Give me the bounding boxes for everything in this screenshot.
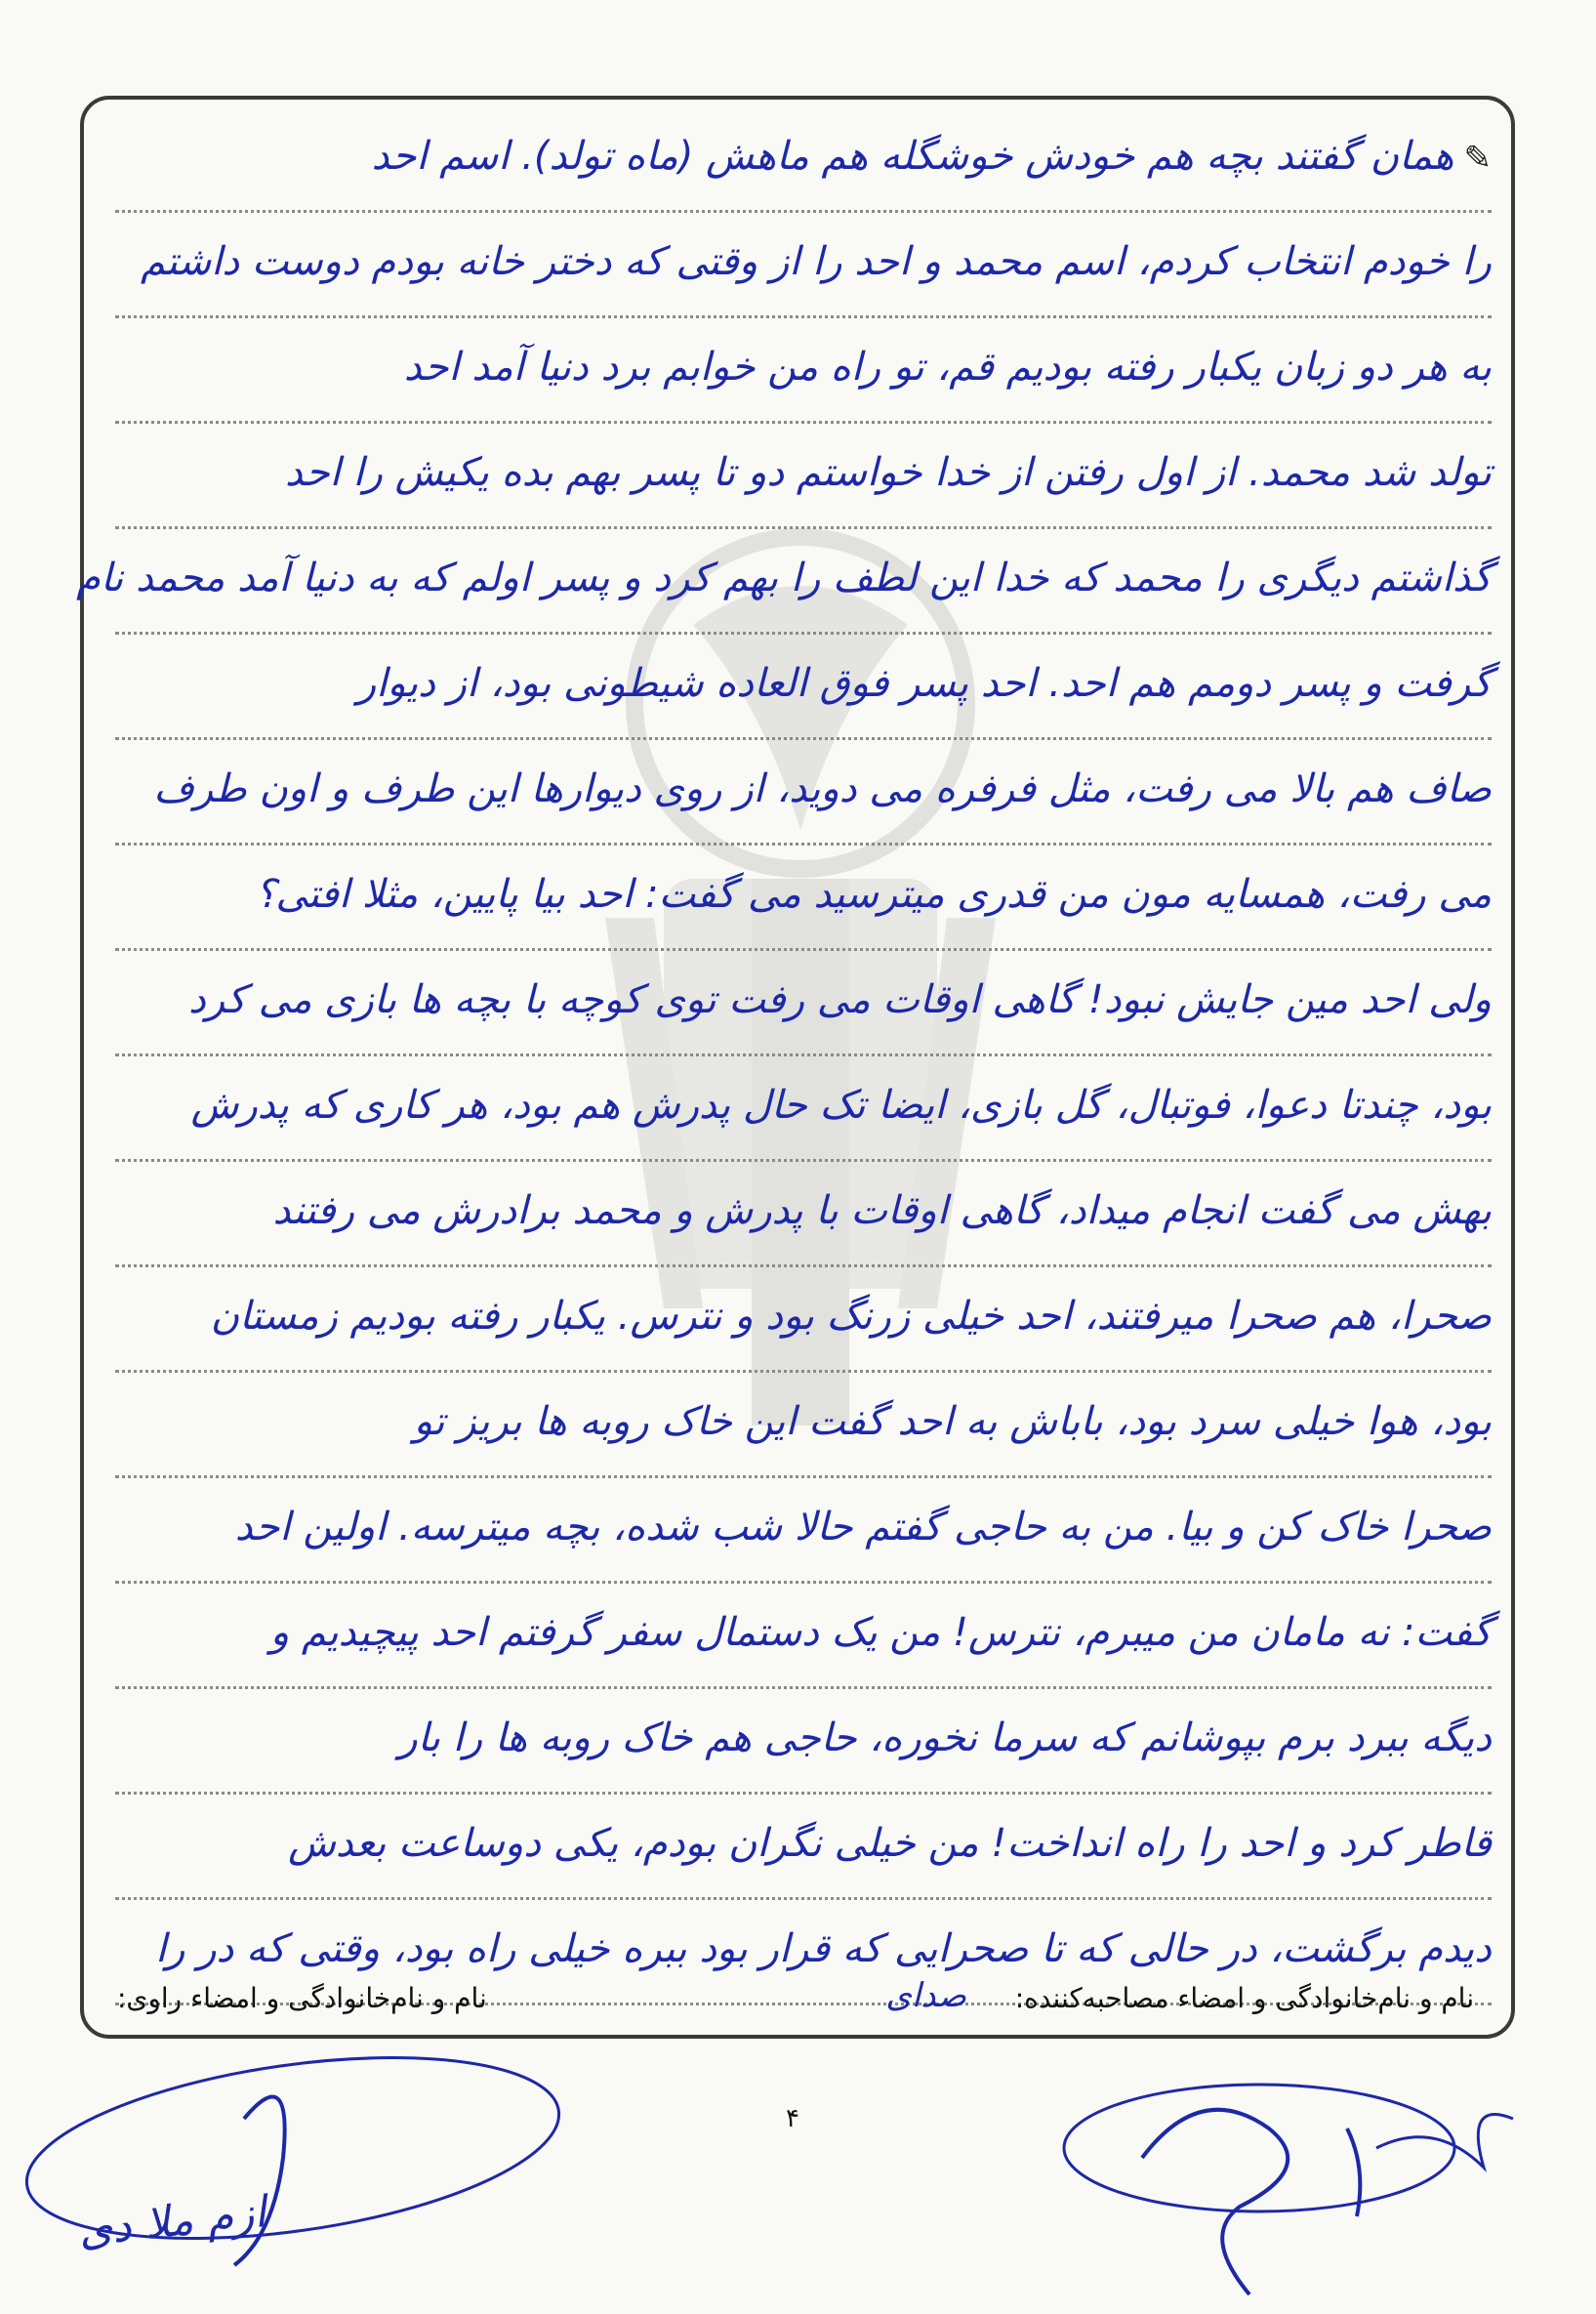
page-number: ۴ bbox=[786, 2104, 799, 2133]
interviewer-name: صدای bbox=[885, 1976, 966, 2015]
pencil-icon: ✎ bbox=[1463, 139, 1492, 178]
text-line: دیگه ببرد برم بپوشانم که سرما نخوره، حاجی هم خاک روبه ها را بار bbox=[115, 1689, 1492, 1795]
narrator-signature: ازم ملا دی bbox=[75, 2187, 268, 2256]
text-line: صاف هم بالا می رفت، مثل فرفره می دوید، از روی دیوارها این طرف و اون طرف bbox=[115, 740, 1492, 846]
text-line: ولی احد مین جایش نبود! گاهی اوقات می رفت توی کوچه با بچه ها بازی می کرد bbox=[115, 951, 1492, 1056]
text-line: گرفت و پسر دومم هم احد. احد پسر فوق العاده شیطونی بود، از دیوار bbox=[115, 635, 1492, 740]
text-line: را خودم انتخاب کردم، اسم محمد و احد را از وقتی که دختر خانه بودم دوست داشتم bbox=[115, 213, 1492, 318]
text-line: صحرا، هم صحرا میرفتند، احد خیلی زرنگ بود و نترس. یکبار رفته بودیم زمستان bbox=[115, 1267, 1492, 1373]
text-line: بود، هوا خیلی سرد بود، باباش به احد گفت این خاک روبه ها بریز تو bbox=[115, 1373, 1492, 1478]
text-line: می رفت، همسایه مون من قدری میترسید می گفت: احد بیا پایین، مثلا افتی؟ bbox=[115, 846, 1492, 951]
text-line: تولد شد محمد. از اول رفتن از خدا خواستم دو تا پسر بهم بده یکیش را احد bbox=[115, 424, 1492, 529]
text-line: ✎همان گفتند بچه هم خودش خوشگله هم ماهش (ماه تولد). اسم احد bbox=[115, 107, 1492, 213]
narrator-signature-scribble bbox=[0, 2041, 605, 2314]
text-line: گفت: نه مامان من میبرم، نترس! من یک دستمال سفر گرفتم احد پیچیدیم و bbox=[115, 1584, 1492, 1689]
interviewer-label: نام و نام‌خانوادگی و امضاء مصاحبه‌کننده: bbox=[1014, 1982, 1474, 2014]
text-line: دیدم برگشت، در حالی که تا صحرایی که قرار بود ببره خیلی راه بود، وقتی که در را bbox=[115, 1900, 1492, 2005]
narrator-label: نام و نام‌خانوادگی و امضاء راوی: bbox=[117, 1982, 487, 2014]
text-line: قاطر کرد و احد را راه انداخت! من خیلی نگران بودم، یکی دوساعت بعدش bbox=[115, 1795, 1492, 1900]
text-line: صحرا خاک کن و بیا. من به حاجی گفتم حالا شب شده، بچه میترسه. اولین احد bbox=[115, 1478, 1492, 1584]
signature-footer bbox=[117, 1976, 1474, 2025]
text-line: به هر دو زبان یکبار رفته بودیم قم، تو راه من خوابم برد دنیا آمد احد bbox=[115, 318, 1492, 424]
text-line: گذاشتم دیگری را محمد که خدا این لطف را بهم کرد و پسر اولم که به دنیا آمد محمد نام bbox=[115, 529, 1492, 635]
interviewer-signature bbox=[1025, 2060, 1533, 2314]
text-line: بود، چندتا دعوا، فوتبال، گل بازی، ایضا تک حال پدرش هم بود، هر کاری که پدرش bbox=[115, 1056, 1492, 1162]
handwritten-body bbox=[76, 107, 1492, 2005]
text-line: بهش می گفت انجام میداد، گاهی اوقات با پدرش و محمد برادرش می رفتند bbox=[115, 1162, 1492, 1267]
